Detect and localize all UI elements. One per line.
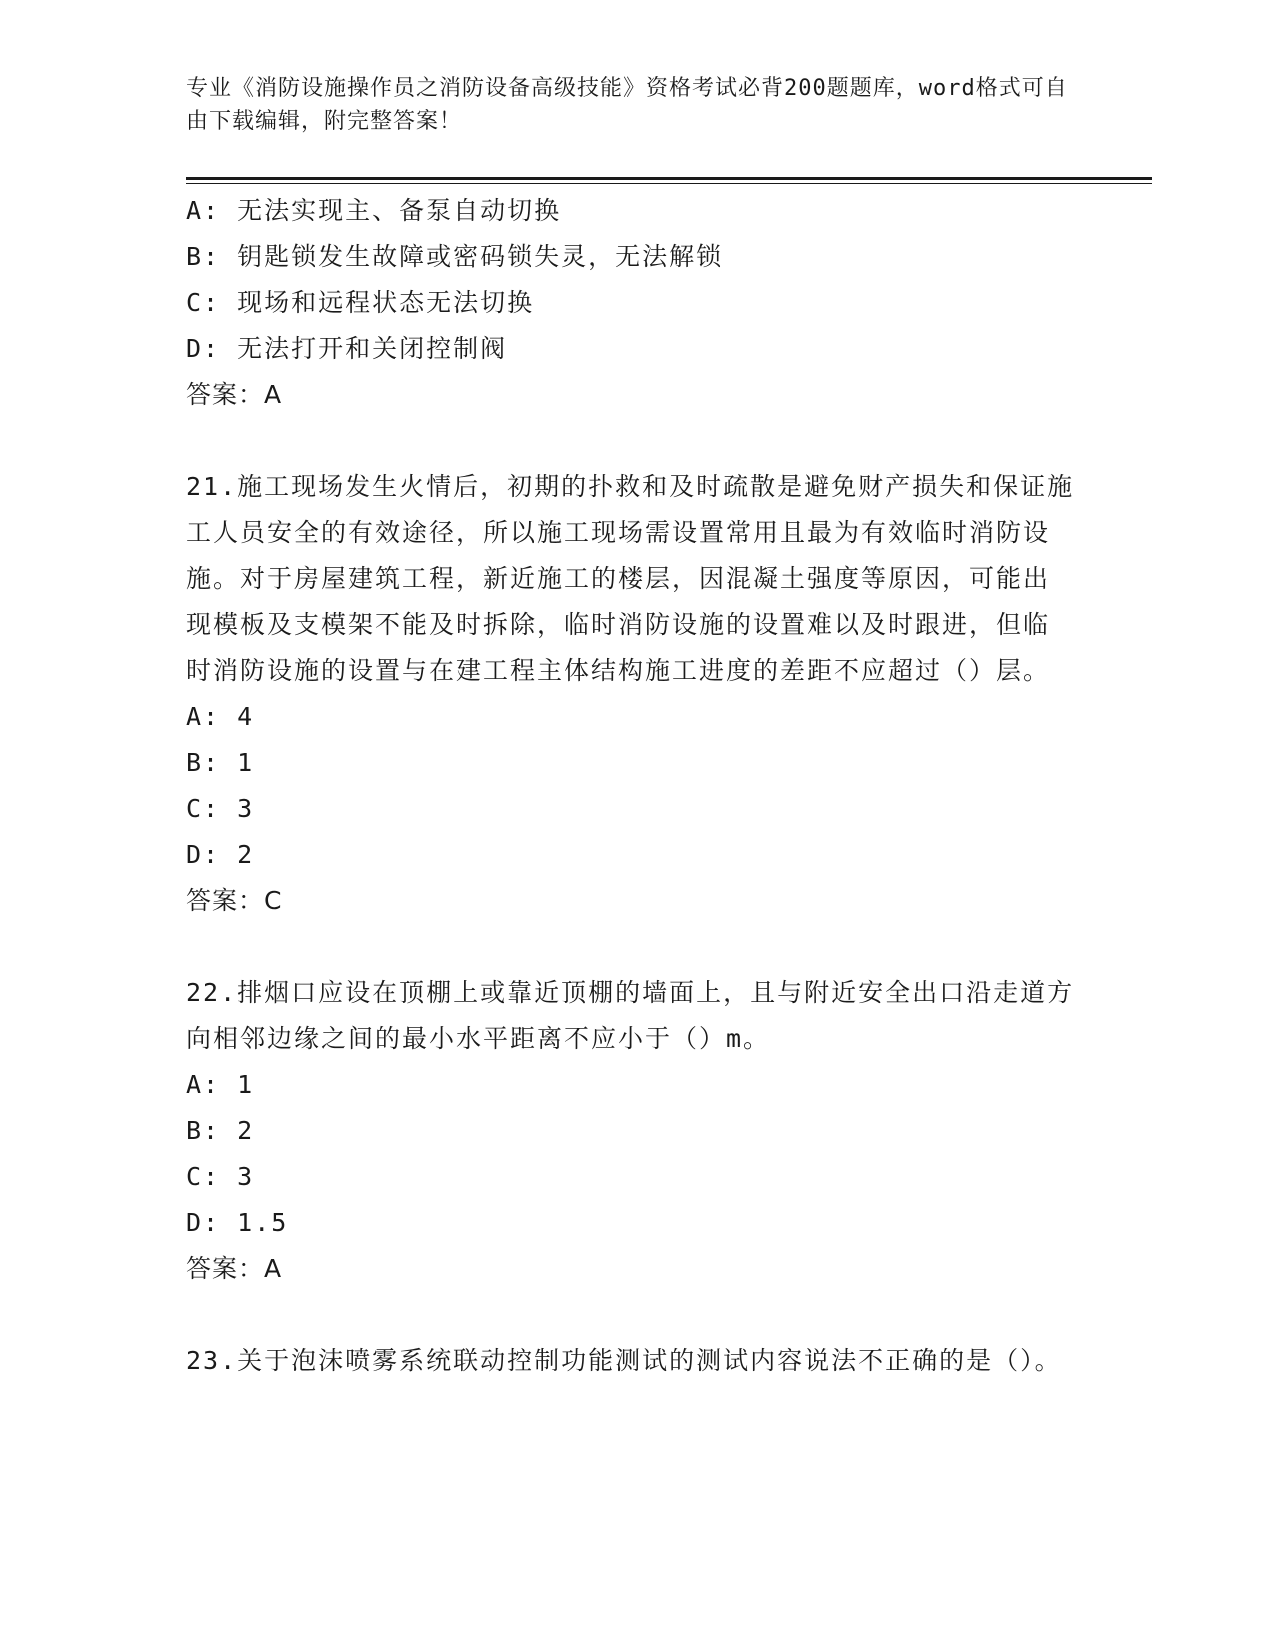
document-header: 专业《消防设施操作员之消防设备高级技能》资格考试必背200题题库，word格式可自由下载编辑，附完整答案！: [186, 76, 1068, 134]
answer-line: 答案：A: [186, 380, 283, 409]
question-23-text: 23.关于泡沫喷雾系统联动控制功能测试的测试内容说法不正确的是（）。: [186, 1346, 1062, 1375]
option-b: B: 2: [186, 1116, 255, 1145]
option-b: B: 钥匙锁发生故障或密码锁失灵，无法解锁: [186, 242, 724, 271]
option-c: C: 3: [186, 1162, 255, 1191]
option-a: A: 4: [186, 702, 255, 731]
option-b: B: 1: [186, 748, 255, 777]
option-a: A: 1: [186, 1070, 255, 1099]
option-c: C: 3: [186, 794, 255, 823]
answer-line: 答案：C: [186, 886, 283, 915]
question-22-text: 22.排烟口应设在顶棚上或靠近顶棚的墙面上，且与附近安全出口沿走道方向相邻边缘之间的最小水平距离不应小于（）m。: [186, 978, 1075, 1053]
option-c: C: 现场和远程状态无法切换: [186, 288, 535, 317]
question-21-text: 21.施工现场发生火情后，初期的扑救和及时疏散是避免财产损失和保证施工人员安全的有效途径，所以施工现场需设置常用且最为有效临时消防设施。对于房屋建筑工程，新近施工的楼层，因混凝土强度等原因，可能出现模板及支模架不能及时拆除，临时消防设施的设置难以及时跟进，但临时消防设施的设置与在建工程主体结构施工进度的差距不应超过（）层。: [186, 472, 1075, 685]
question-content: [186, 188, 1086, 1384]
option-d: D: 无法打开和关闭控制阀: [186, 334, 508, 363]
header-divider-thick: [186, 177, 1152, 180]
option-a: A: 无法实现主、备泵自动切换: [186, 196, 562, 225]
answer-line: 答案：A: [186, 1254, 283, 1283]
option-d: D: 2: [186, 840, 255, 869]
header-divider-thin: [186, 183, 1152, 184]
option-d: D: 1.5: [186, 1208, 289, 1237]
